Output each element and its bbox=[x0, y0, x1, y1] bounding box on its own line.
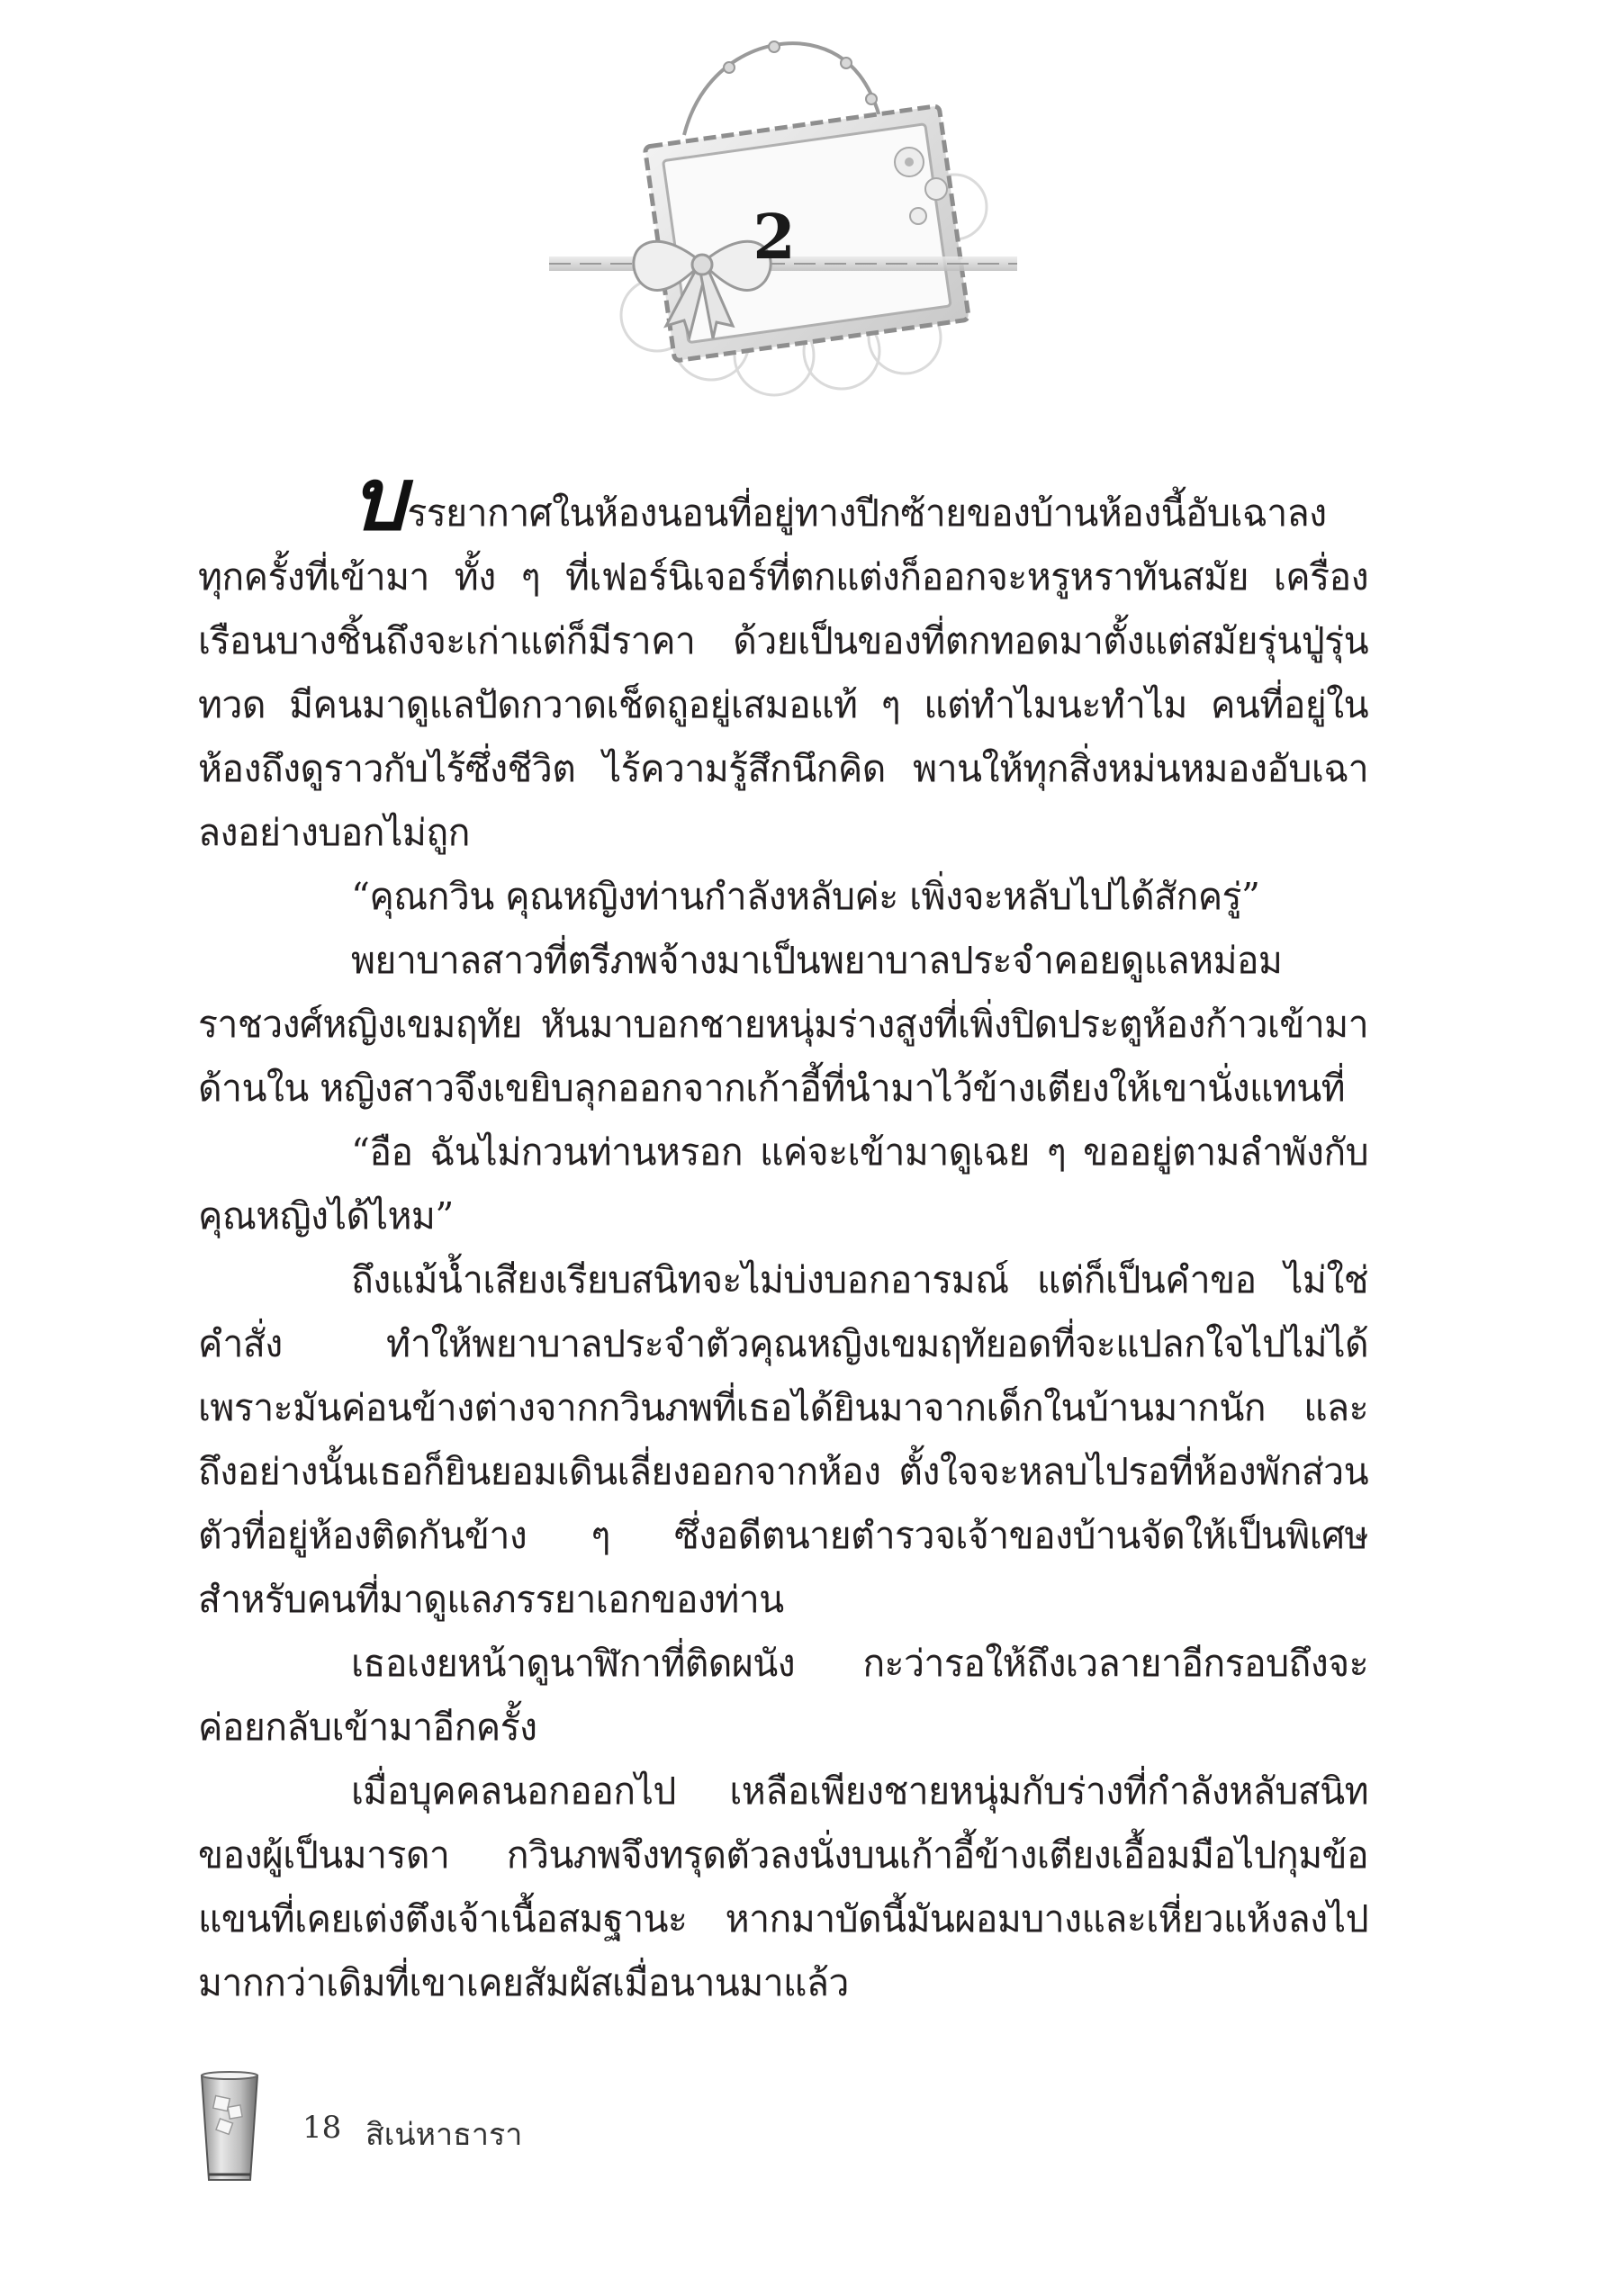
paragraph: พยาบาลสาวที่ตรีภพจ้างมาเป็นพยาบาลประจำคอยดูแลหม่อมราชวงศ์หญิงเขมฤทัย หันมาบอกชายหนุ่มร่างสูงที่เพิ่งปิดประตูห้องก้าวเข้ามาด้านใน หญิงสาวจึงเขยิบลุกออกจากเก้าอี้ที่นำมาไว้ข้างเตียงให้เขานั่งแทนที่ bbox=[198, 939, 1368, 1110]
page-number: 18 bbox=[302, 2110, 342, 2146]
paragraph bbox=[198, 449, 1368, 865]
chapter-number: 2 bbox=[753, 202, 796, 274]
paragraph: “อือ ฉันไม่กวนท่านหรอก แค่จะเข้ามาดูเฉย ๆ ขออยู่ตามลำพังกับคุณหญิงได้ไหม” bbox=[198, 1130, 1368, 1238]
paragraph: “คุณกวิน คุณหญิงท่านกำลังหลับค่ะ เพิ่งจะหลับไปได้สักครู่” bbox=[351, 875, 1260, 918]
drop-cap: บ bbox=[351, 449, 406, 550]
page-footer bbox=[198, 2070, 828, 2187]
paragraph: เมื่อบุคคลนอกออกไป เหลือเพียงชายหนุ่มกับร่างที่กำลังหลับสนิทของผู้เป็นมารดา กวินภพจึงทรุดตัวลงนั่งบนเก้าอี้ข้างเตียงเอื้อมมือไปกุมข้อแขนที่เคยเต่งตึงเจ้าเนื้อสมฐานะ หากมาบัดนี้มันผอมบางและเหี่ยวแห้งลงไปมากกว่าเดิมที่เขาเคยสัมผัสเมื่อนานมาแล้ว bbox=[198, 1769, 1368, 2004]
paragraph: ถึงแม้น้ำเสียงเรียบสนิทจะไม่บ่งบอกอารมณ์ แต่ก็เป็นคำขอ ไม่ใช่คำสั่ง ทำให้พยาบาลประจำตัวคุณหญิงเขมฤทัยอดที่จะแปลกใจไปไม่ได้ เพราะมันค่อนข้างต่างจากกวินภพที่เธอได้ยินมาจากเด็กในบ้านมากนัก และถึงอย่างนั้นเธอก็ยินยอมเดินเลี่ยงออกจากห้อง ตั้งใจจะหลบไปรอที่ห้องพักส่วนตัวที่อยู่ห้องติดกันข้าง ๆ ซึ่งอดีตนายตำรวจเจ้าของบ้านจัดให้เป็นพิเศษสำหรับคนที่มาดูแลภรรยาเอกของท่าน bbox=[198, 1258, 1368, 1621]
paragraph: เธอเงยหน้าดูนาฬิกาที่ติดผนัง กะว่ารอให้ถึงเวลายาอีกรอบถึงจะค่อยกลับเข้ามาอีกครั้ง bbox=[198, 1642, 1368, 1749]
book-title: สิเน่หาธารา bbox=[365, 2117, 523, 2153]
chapter-body bbox=[198, 449, 1368, 2015]
water-glass-icon bbox=[198, 2070, 261, 2185]
paragraph-text: รรยากาศในห้องนอนที่อยู่ทางปีกซ้ายของบ้านห้องนี้อับเฉาลงทุกครั้งที่เข้ามา ทั้ง ๆ ที่เฟอร์นิเจอร์ที่ตกแต่งก็ออกจะหรูหราทันสมัย เครื่องเรือนบางชิ้นถึงจะเก่าแต่ก็มีราคา ด้วยเป็นของที่ตกทอดมาตั้งแต่สมัยรุ่นปู่รุ่นทวด มีคนมาดูแลปัดกวาดเช็ดถูอยู่เสมอแท้ ๆ แต่ทำไมนะทำไม คนที่อยู่ในห้องถึงดูราวกับไร้ซึ่งชีวิต ไร้ความรู้สึกนึกคิด พานให้ทุกสิ่งหม่นหมองอับเฉาลงอย่างบอกไม่ถูก bbox=[198, 491, 1368, 854]
